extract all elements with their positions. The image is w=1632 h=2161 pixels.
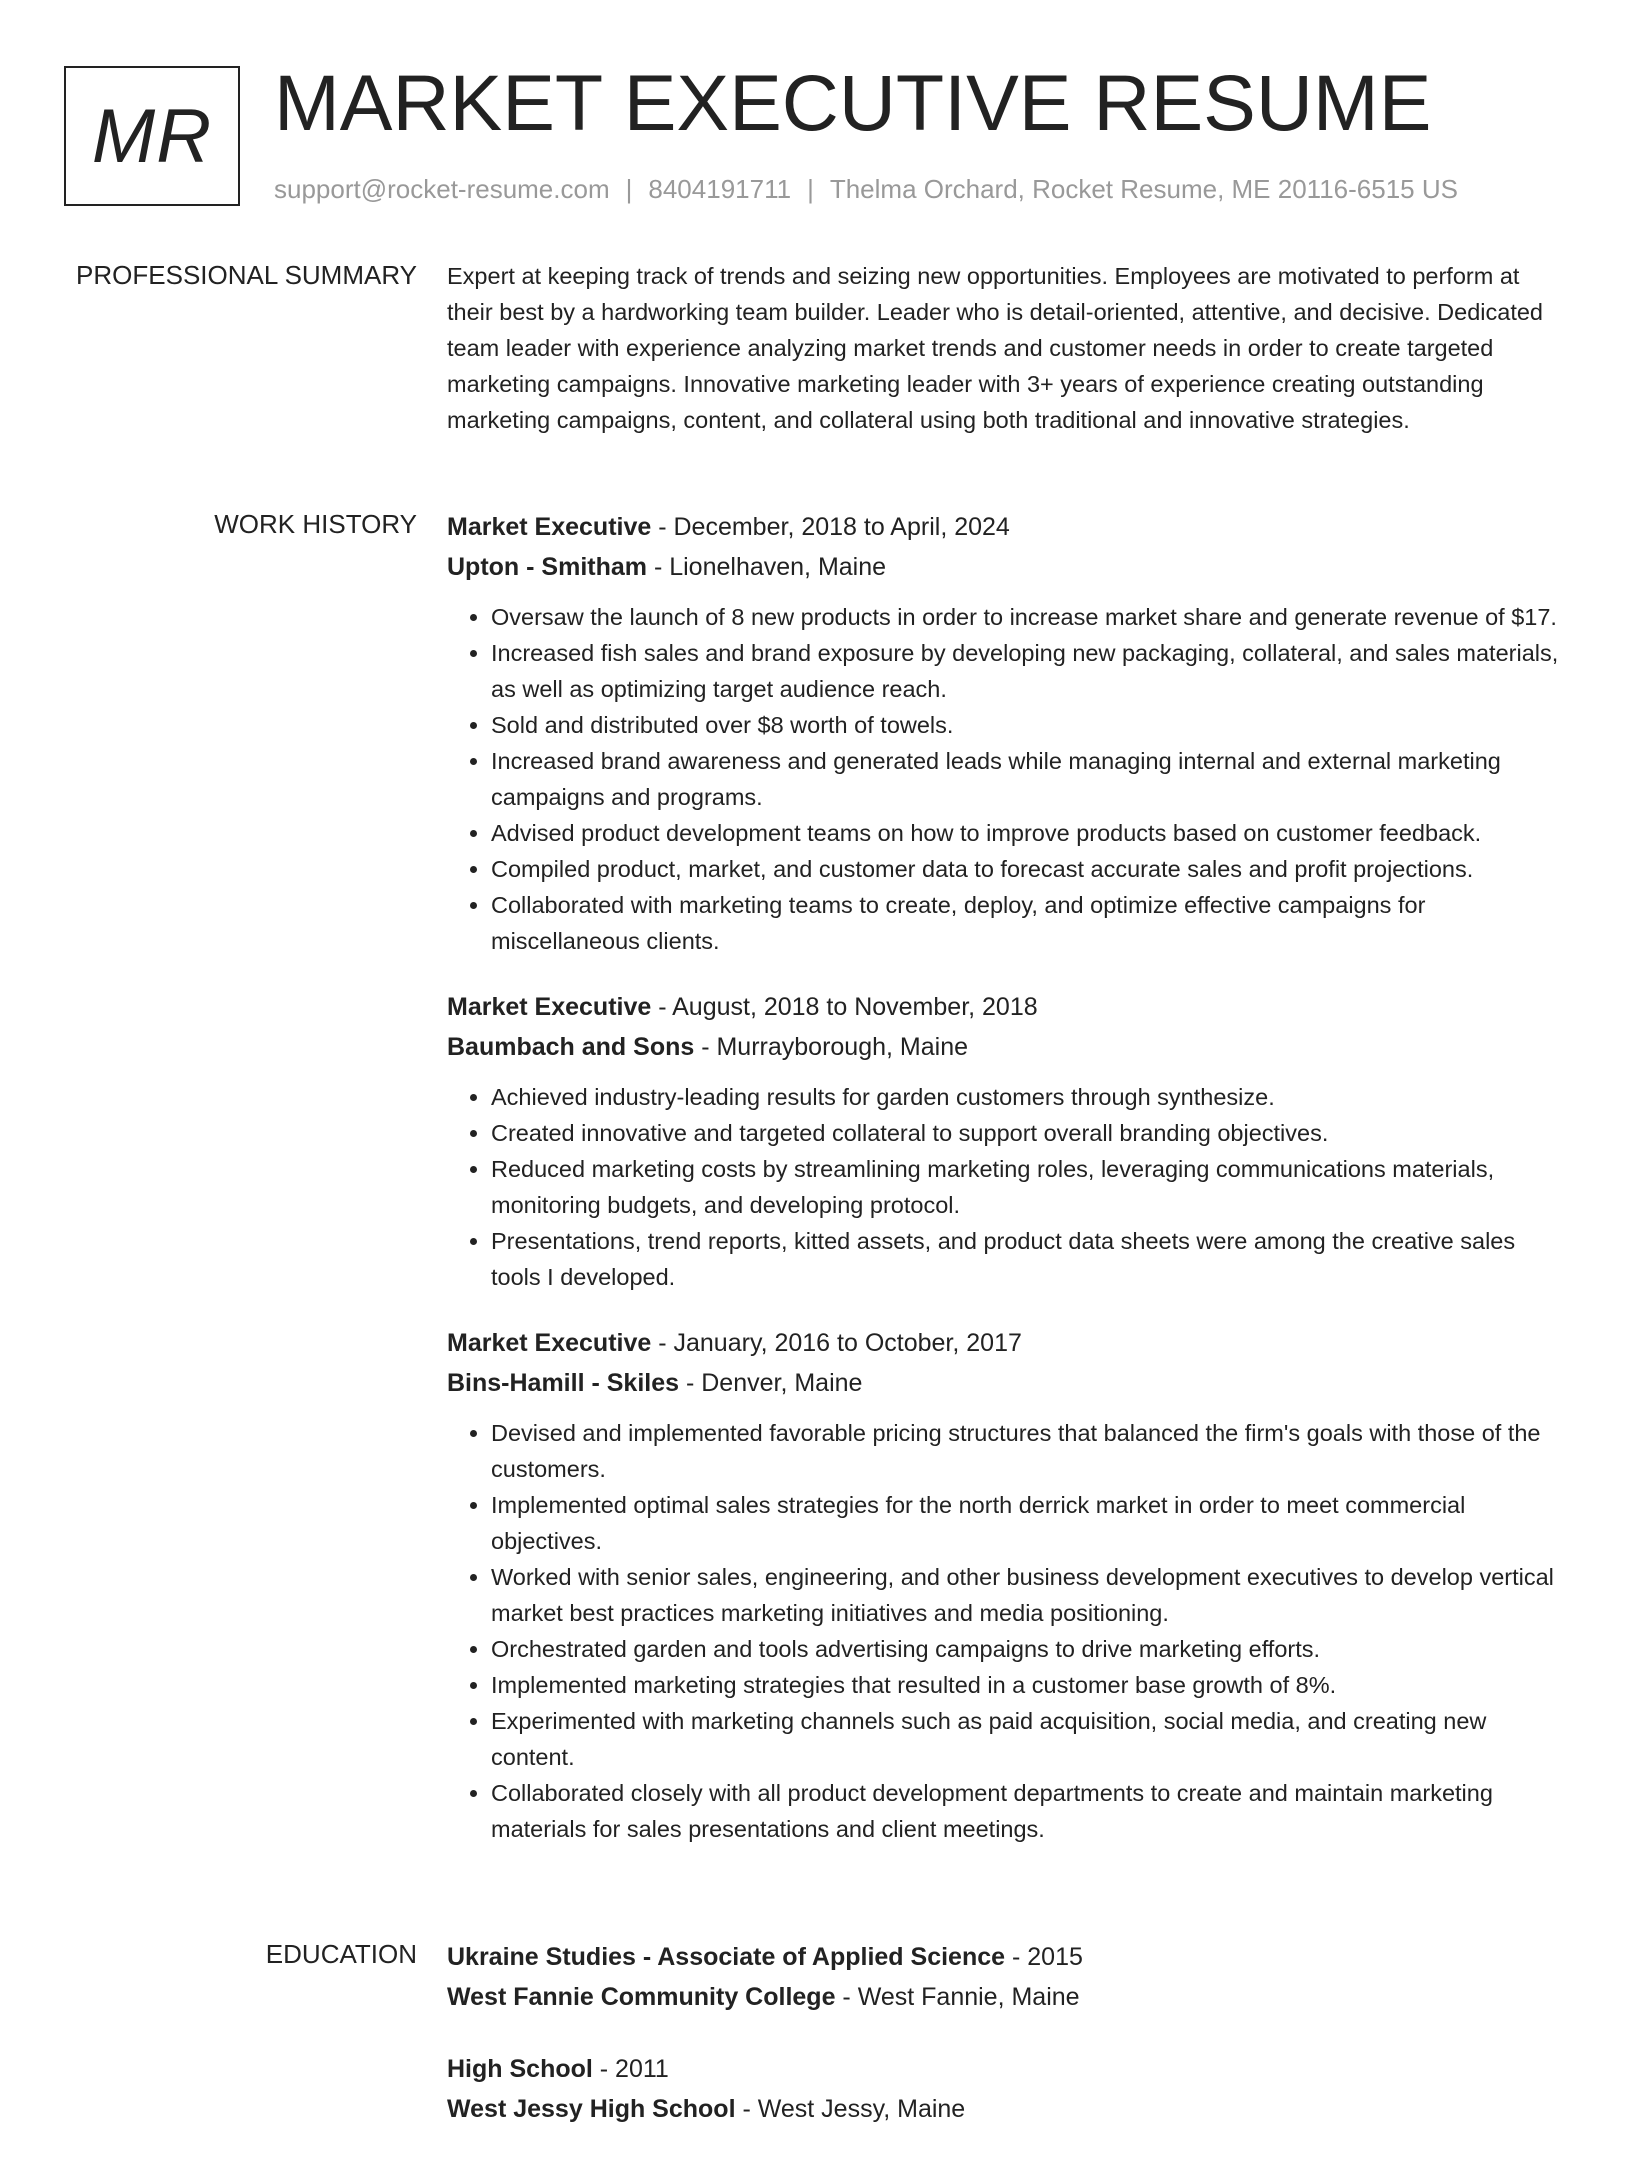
education-entry bbox=[447, 1937, 1562, 2017]
education-degree-line bbox=[447, 1937, 1562, 1977]
section-label-education: EDUCATION bbox=[265, 1939, 417, 1969]
summary-text: Expert at keeping track of trends and seizing new opportunities. Employees are motivated to perform at their best by a hardworking team builder. Leader who is detail-oriented, attentive, and decisive. Dedicated team leader with experience analyzing market trends and customer needs in order to create targeted marketing campaigns. Innovative marketing leader with 3+ years of experience creating outstanding marketing campaigns, content, and collateral using both traditional and innovative strategies. bbox=[447, 263, 1543, 433]
job-bullet: • Achieved industry-leading results for garden customers through synthesize. bbox=[491, 1079, 1562, 1115]
education-entry bbox=[447, 2049, 1562, 2129]
job-title-line bbox=[447, 987, 1562, 1027]
job-bullet: • Reduced marketing costs by streamlining marketing roles, leveraging communications materials, monitoring budgets, and developing protocol. bbox=[491, 1151, 1562, 1223]
education-school: West Jessy High School bbox=[447, 2095, 736, 2123]
job-dates: - January, 2016 to October, 2017 bbox=[651, 1329, 1022, 1357]
contact-separator: | bbox=[625, 174, 633, 204]
job-entry bbox=[447, 507, 1562, 959]
job-bullet: • Experimented with marketing channels such as paid acquisition, social media, and creating new content. bbox=[491, 1703, 1562, 1775]
job-bullet: • Devised and implemented favorable pricing structures that balanced the firm's goals with those of the customers. bbox=[491, 1415, 1562, 1487]
education-year: - 2011 bbox=[592, 2055, 669, 2083]
job-entry bbox=[447, 987, 1562, 1295]
job-company-line bbox=[447, 1027, 1562, 1067]
contact-phone[interactable]: 8404191711 bbox=[648, 174, 792, 204]
education-school: West Fannie Community College bbox=[447, 1983, 836, 2011]
job-dates: - August, 2018 to November, 2018 bbox=[651, 993, 1038, 1021]
job-dates: - December, 2018 to April, 2024 bbox=[651, 513, 1010, 541]
job-company: Upton - Smitham bbox=[447, 553, 647, 581]
job-bullet: • Collaborated with marketing teams to create, deploy, and optimize effective campaigns for miscellaneous clients. bbox=[491, 887, 1562, 959]
job-company-line bbox=[447, 547, 1562, 587]
job-title: Market Executive bbox=[447, 993, 652, 1021]
job-bullet: • Sold and distributed over $8 worth of towels. bbox=[491, 707, 1562, 743]
job-bullet: • Advised product development teams on how to improve products based on customer feedback. bbox=[491, 815, 1562, 851]
job-bullet: • Compiled product, market, and customer data to forecast accurate sales and profit projections. bbox=[491, 851, 1562, 887]
education-year: - 2015 bbox=[1005, 1943, 1083, 1971]
job-bullet: • Collaborated closely with all product development departments to create and maintain marketing materials for sales presentations and client meetings. bbox=[491, 1775, 1562, 1847]
education-location: - West Jessy, Maine bbox=[735, 2095, 966, 2123]
job-title: Market Executive bbox=[447, 1329, 652, 1357]
job-bullet: • Created innovative and targeted collateral to support overall branding objectives. bbox=[491, 1115, 1562, 1151]
job-title-line bbox=[447, 1323, 1562, 1363]
job-location: - Denver, Maine bbox=[679, 1369, 863, 1397]
contact-separator: | bbox=[807, 174, 814, 204]
job-bullets bbox=[447, 1079, 1562, 1295]
job-bullet: • Increased fish sales and brand exposure by developing new packaging, collateral, and sales materials, as well as optimizing target audience reach. bbox=[491, 635, 1562, 707]
education-school-line bbox=[447, 1977, 1562, 2017]
job-bullet: • Oversaw the launch of 8 new products in order to increase market share and generate revenue of $17. bbox=[491, 599, 1562, 635]
job-location: - Murrayborough, Maine bbox=[694, 1033, 968, 1061]
resume-title: MARKET EXECUTIVE RESUME bbox=[274, 58, 1432, 147]
job-bullet: • Orchestrated garden and tools advertising campaigns to drive marketing efforts. bbox=[491, 1631, 1562, 1667]
contact-email[interactable]: support@rocket-resume.com bbox=[274, 174, 610, 204]
job-bullets bbox=[447, 599, 1562, 959]
education-degree-line bbox=[447, 2049, 1562, 2089]
job-entry bbox=[447, 1323, 1562, 1847]
job-bullet: • Worked with senior sales, engineering, and other business development executives to develop vertical market best practices marketing initiatives and media positioning. bbox=[491, 1559, 1562, 1631]
contact-address: Thelma Orchard, Rocket Resume, ME 20116-6515 US bbox=[829, 174, 1458, 204]
job-title: Market Executive bbox=[447, 513, 652, 541]
section-label-work-history: WORK HISTORY bbox=[214, 509, 417, 539]
education-location: - West Fannie, Maine bbox=[835, 1983, 1080, 2011]
job-bullet: • Implemented optimal sales strategies for the north derrick market in order to meet commercial objectives. bbox=[491, 1487, 1562, 1559]
job-location: - Lionelhaven, Maine bbox=[647, 553, 887, 581]
job-company: Baumbach and Sons bbox=[447, 1033, 695, 1061]
job-company: Bins-Hamill - Skiles bbox=[447, 1369, 680, 1397]
job-company-line bbox=[447, 1363, 1562, 1403]
education-school-line bbox=[447, 2089, 1562, 2129]
education-degree: Ukraine Studies - Associate of Applied Science bbox=[447, 1943, 1006, 1971]
job-title-line bbox=[447, 507, 1562, 547]
job-bullet: • Increased brand awareness and generated leads while managing internal and external marketing campaigns and programs. bbox=[491, 743, 1562, 815]
contact-line bbox=[274, 174, 1458, 205]
job-bullet: • Implemented marketing strategies that resulted in a customer base growth of 8%. bbox=[491, 1667, 1562, 1703]
job-bullet: • Presentations, trend reports, kitted assets, and product data sheets were among the creative sales tools I developed. bbox=[491, 1223, 1562, 1295]
education-degree: High School bbox=[447, 2055, 593, 2083]
job-bullets bbox=[447, 1415, 1562, 1847]
monogram-logo: MR bbox=[64, 66, 240, 206]
section-label-summary: PROFESSIONAL SUMMARY bbox=[76, 260, 417, 290]
